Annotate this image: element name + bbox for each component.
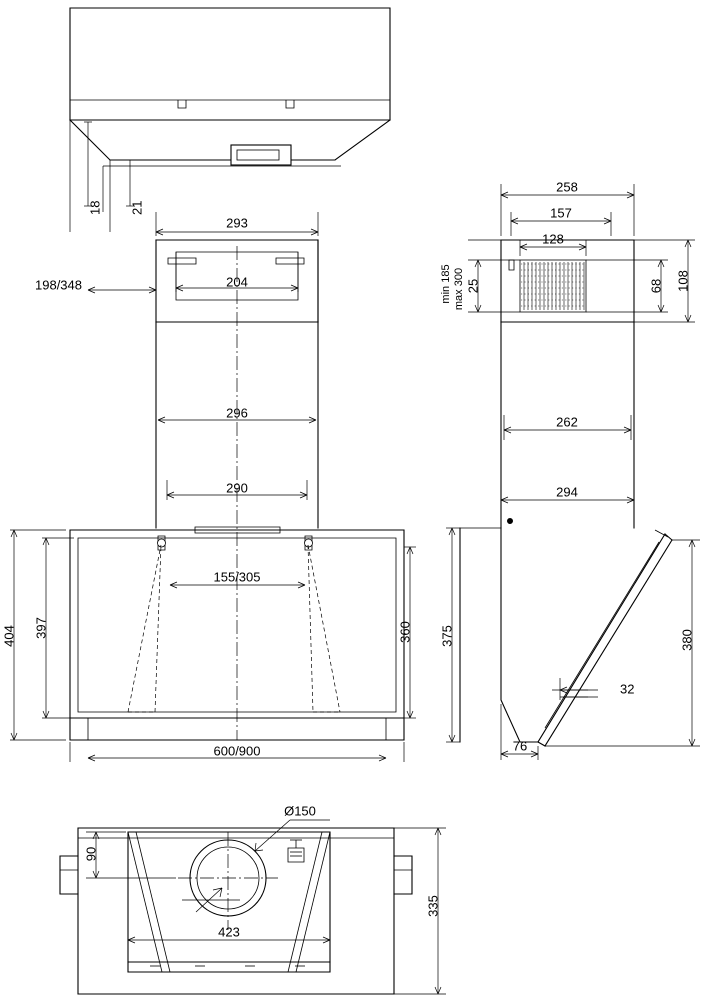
dimension-335: [394, 828, 446, 994]
dim-198-348-label: 198/348: [35, 277, 82, 293]
dim-128-label: 128: [542, 231, 564, 247]
dimension-18-21: [84, 122, 144, 215]
dim-25-label: 25: [465, 278, 481, 294]
top-view: [70, 8, 390, 232]
dim-380-label: 380: [679, 629, 695, 651]
dim-90-label: 90: [83, 846, 99, 862]
dimension-293: [156, 212, 318, 236]
dim-600-900-label: 600/900: [213, 743, 261, 759]
dimension-108-68: [586, 240, 695, 322]
dimension-296: [158, 405, 316, 423]
dim-375-label: 375: [439, 625, 455, 647]
dimension-360: [397, 547, 416, 718]
dimension-32: [552, 678, 634, 700]
dimension-423: [128, 924, 330, 943]
dimension-262: [504, 414, 631, 440]
dim-68-label: 68: [648, 278, 664, 294]
dim-423-label: 423: [218, 924, 240, 940]
dim-157-label: 157: [550, 205, 572, 221]
dim-max-300-label: max 300: [452, 267, 465, 311]
dim-32-label: 32: [620, 681, 635, 697]
dimension-198-348: [35, 277, 156, 293]
dim-290-label: 290: [226, 480, 248, 496]
dim-204-label: 204: [226, 274, 248, 290]
dimension-600-900: [70, 742, 404, 762]
dim-262-label: 262: [556, 414, 578, 430]
dimension-128: [520, 231, 586, 256]
dim-296-label: 296: [226, 405, 248, 421]
bottom-view: [60, 828, 412, 994]
dim-108-label: 108: [675, 270, 691, 292]
dimension-294: [501, 484, 634, 503]
dim-335-label: 335: [425, 895, 441, 917]
dim-diameter-150-label: Ø150: [284, 803, 316, 819]
dim-360-label: 360: [397, 621, 413, 643]
dim-294-label: 294: [556, 484, 578, 500]
dimension-404-397: [1, 530, 74, 740]
dim-76-label: 76: [512, 738, 528, 754]
dim-155-305-label: 155/305: [213, 569, 261, 585]
dim-397-label: 397: [33, 617, 49, 639]
dimension-375: [439, 528, 460, 742]
dimension-155-305: [170, 569, 305, 588]
dim-min-185-label: min 185: [439, 264, 452, 304]
dimension-min-max-25: [440, 240, 520, 312]
dim-293-label: 293: [226, 215, 248, 231]
dimension-380: [545, 540, 700, 746]
dim-18-label: 18: [87, 200, 103, 215]
dim-404-label: 404: [1, 625, 17, 647]
dim-258-label: 258: [556, 179, 578, 195]
dim-21-label: 21: [129, 200, 145, 215]
